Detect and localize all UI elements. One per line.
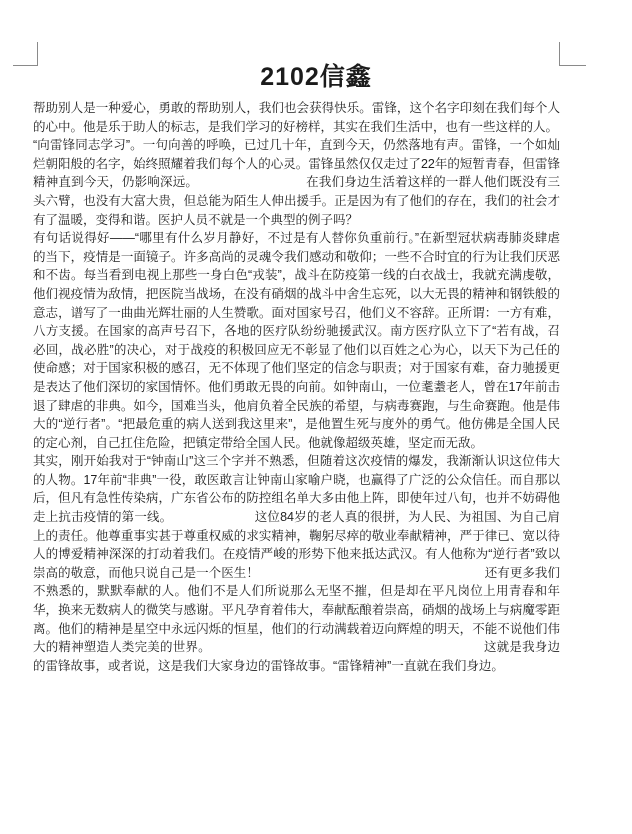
paragraph: 帮助别人是一种爱心，勇敢的帮助别人，我们也会获得快乐。雷锋，这个名字印刻在我们每个人的心中。他是乐于助人的标志，是我们学习的好榜样，其实在我们生活中，也有一些这样的人。	[33, 101, 560, 134]
page-title: 2102信鑫	[260, 63, 372, 91]
paragraph: 有句话说得好——“哪里有什么岁月静好，不过是有人替你负重前行。”在新型冠状病毒肺炎肆虐的当下，疫情是一面镜子。许多高尚的灵魂令我们感动和敬仰；一些不合时宜的行为让我们厌恶和不齿。每当看到电视上那些一身白色“戎装”，战斗在防疫第一线的白衣战士，我就充满虔敬，他们视疫情为敌情，把医院当战场，在没有硝烟的战斗中舍生忘死，以大无畏的精神和钢铁般的意志，谱写了一曲曲光辉壮丽的人生赞歌。面对国家号召，他们义不容辞。正所谓：一方有难，八方支援。在国家的高声号召下，各地的医疗队纷纷驰援武汉。南方医疗队立下了“若有战，召必回，战必胜”的决心，对于战疫的积极回应无不彰显了他们以百姓之心为心，以天下为己任的使命感；对于国家积极的感召，无不体现了他们坚定的信念与职责；对于国家有难，奋力驰援更是表达了他们深切的家国情怀。他们勇敢无畏的向前。如钟南山，一位耄耋老人，曾在17年前击退了肆虐的非典。如今，国难当头，他肩负着全民族的希望，与病毒赛跑，与生命赛跑。他是伟大的“逆行者”。“把最危重的病人送到我这里来”，是他置生死与度外的勇气。他仿佛是全国人民的定心剂，自己扛住危险，把镇定带给全国人民。他就像超级英雄，坚定而无敌。	[33, 231, 560, 450]
document-body	[33, 99, 560, 675]
paragraph: 其实，刚开始我对于“钟南山”这三个字并不熟悉，但随着这次疫情的爆发，我渐渐认识这位伟大的人物。17年前“非典”一役，敢医敢言让钟南山家喻户晓，也赢得了广泛的公众信任。而自那以后，但凡有急性传染病，广东省公布的防控组名单大多由他上阵，即使年过八旬，也并不妨碍他走上抗击疫情的第一线。 这位84岁的老人真的很拼，为人民、为祖国、为自己肩上的责任。他尊重事实甚于尊重权威的求实精神，鞠躬尽瘁的敬业奉献精神，严于律已、宽以待人的博爱精神深深的打动着我们。在疫情严峻的形势下他来抵达武汉。有人他称为“逆行者”致以崇高的敬意，而他只说自己是一个医生！ 还有更多我们不熟悉的，默默奉献的人。他们不是人们所说那么无坚不摧，但是却在平凡岗位上用青春和年华，换来无数病人的微笑与感谢。平凡孕育着伟大，奉献酝酿着崇高，硝烟的战场上与病魔零距离。他们的精神是星空中永远闪烁的恒星，他们的行动满载着迈向辉煌的明天，不能不说他们伟大的精神塑造人类完美的世界。 这就是我身边的雷锋故事，或者说，这是我们大家身边的雷锋故事。“雷锋精神”一直就在我们身边。	[33, 454, 560, 673]
paragraph: “向雷锋同志学习”。一句向善的呼唤，已过几十年，直到今天，仍然落地有声。雷锋，一个如灿烂朝阳般的名字，始终照耀着我们每个人的心灵。雷锋虽然仅仅走过了22年的短暂青春，但雷锋精神直到今天，仍影响深远。 在我们身边生活着这样的一群人他们既没有三头六臂，也没有大富大贵，但总能为陌生人伸出援手。正是因为有了他们的存在，我们的社会才有了温暖，变得和谐。医护人员不就是一个典型的例子吗？	[33, 138, 560, 227]
